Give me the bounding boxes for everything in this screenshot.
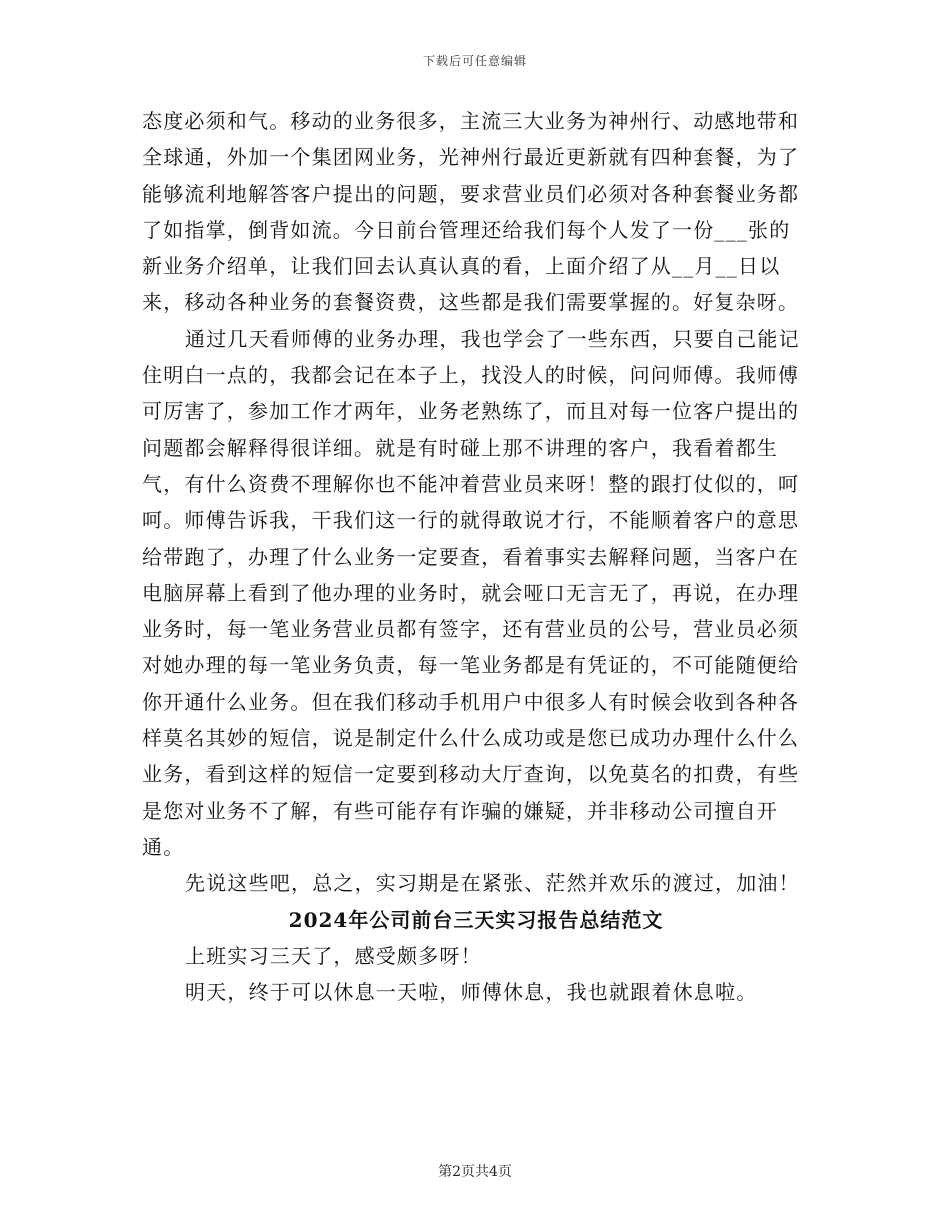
paragraph-continuation: 态度必须和气。移动的业务很多，主流三大业务为神州行、动感地带和全球通，外加一个集团网业务，光神州行最近更新就有四种套餐，为了能够流利地解答客户提出的问题，要求营业员们必须对各种套餐业务都了如指掌，倒背如流。今日前台管理还给我们每个人发了一份___张的新业务介绍单，让我们回去认真认真的看，上面介绍了从__月__日以来，移动各种业务的套餐资费，这些都是我们需要掌握的。好复杂呀。 — [142, 109, 800, 315]
section-paragraph-1: 上班实习三天了，感受颇多呀！ — [185, 943, 482, 968]
section-paragraph-2: 明天，终于可以休息一天啦，师傅休息，我也就跟着休息啦。 — [185, 980, 758, 1005]
document-body — [142, 103, 810, 1010]
page-number: 第2页共4页 — [438, 1164, 512, 1180]
paragraph-summary: 先说这些吧，总之，实习期是在紧张、茫然并欢乐的渡过，加油！ — [185, 871, 800, 896]
paragraph-master-experience: 通过几天看师傅的业务办理，我也学会了一些东西，只要自己能记住明白一点的，我都会记在本子上，找没人的时候，问问师傅。我师傅可厉害了，参加工作才两年，业务老熟练了，而且对每一位客户提出的问题都会解释得很详细。就是有时碰上那不讲理的客户，我看着都生气，有什么资费不理解你也不能冲着营业员来呀！整的跟打仗似的，呵呵。师傅告诉我，干我们这一行的就得敢说才行，不能顺着客户的意思给带跑了，办理了什么业务一定要查，看着事实去解释问题，当客户在电脑屏幕上看到了他办理的业务时，就会哑口无言无了，再说，在办理业务时，每一笔业务营业员都有签字，还有营业员的公号，营业员必须对她办理的每一笔业务负责，每一笔业务都是有凭证的，不可能随便给你开通什么业务。但在我们移动手机用户中很多人有时候会收到各种各样莫名其妙的短信，说是制定什么什么成功或是您已成功办理什么什么业务，看到这样的短信一定要到移动大厅查询，以免莫名的扣费，有些是您对业务不了解，有些可能存有诈骗的嫌疑，并非移动公司擅自开通。 — [142, 326, 800, 859]
section-title: 2024年公司前台三天实习报告总结范文 — [288, 907, 664, 932]
page-header: 下载后可任意编辑 — [422, 54, 527, 68]
